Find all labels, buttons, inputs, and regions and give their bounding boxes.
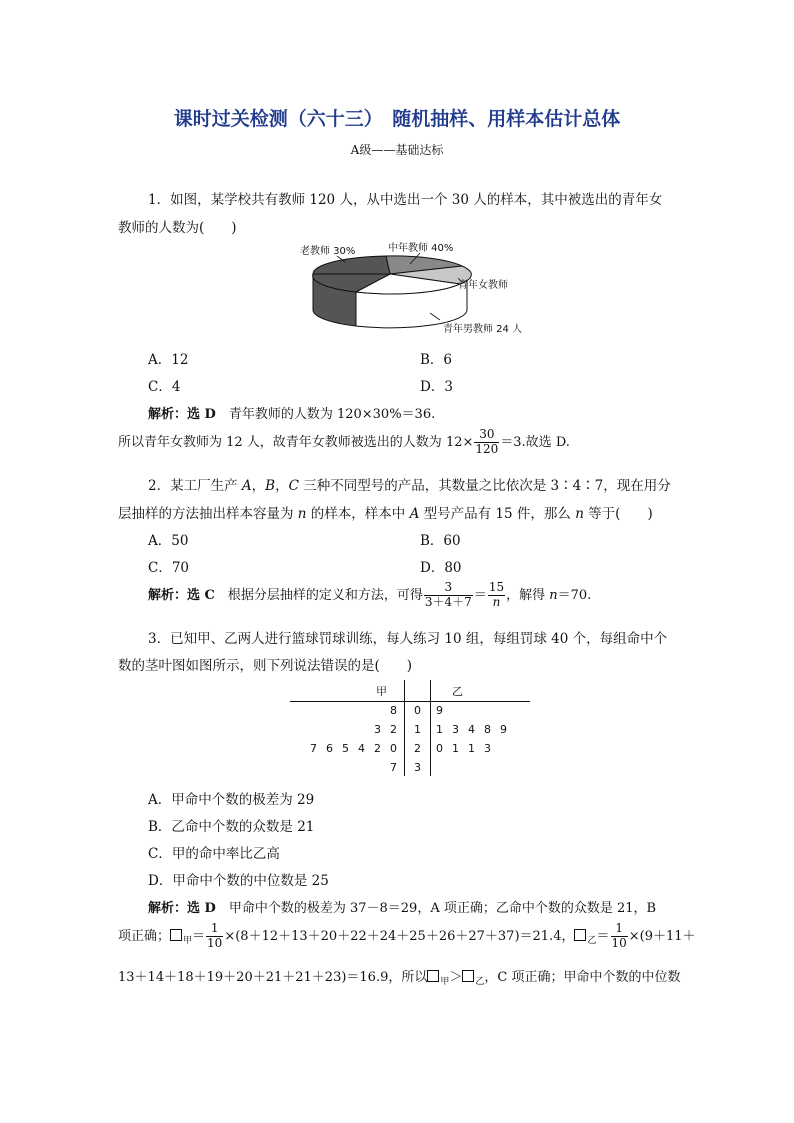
stem-leaf-left-leaf: 7 <box>390 761 397 774</box>
stem-leaf-left-leaf: 5 <box>342 742 349 755</box>
q1-stem-line2: 教师的人数为( ) <box>118 220 237 236</box>
x-bar-symbol <box>427 970 439 982</box>
q3-stem-line1: 3．已知甲、乙两人进行篮球罚球训练，每人练习 10 组，每组罚球 40 个，每组命中个 <box>148 631 668 647</box>
stem-leaf-right-leaf: 1 <box>468 742 475 755</box>
q3-option-d: D．甲命中个数的中位数是 25 <box>148 873 329 889</box>
x-bar-symbol <box>574 929 586 941</box>
q1-option-c: C．4 <box>148 379 181 395</box>
q1-pie-chart <box>290 238 540 342</box>
stem-leaf-stem: 0 <box>414 704 421 717</box>
stem-leaf-right-leaf: 9 <box>436 704 443 717</box>
q1-stem-line1: 1．如图，某学校共有教师 120 人，从中选出一个 30 人的样本，其中被选出的青年女 <box>148 192 663 208</box>
q3-solution-line3: 13＋14＋18＋19＋20＋21＋21＋23)＝16.9，所以 $_甲$＞ $_乙$，C 项正确；甲命中个数的中位数 <box>118 970 681 987</box>
q2-stem-line2: 层抽样的方法抽出样本容量为 n 的样本，样本中 A 型号产品有 15 件，那么 n 等于( ) <box>118 506 653 522</box>
q2-stem-line1: 2．某工厂生产 A，B，C 三种不同型号的产品，其数量之比依次是 3∶4∶7，现在用分 <box>148 478 671 494</box>
q3-option-c: C．甲的命中率比乙高 <box>148 846 280 862</box>
x-bar-symbol <box>462 970 474 982</box>
x-bar-symbol <box>170 929 182 941</box>
stem-leaf-right-leaf: 1 <box>436 723 443 736</box>
pie-label-old: 老教师 30% <box>300 246 356 257</box>
stem-leaf-left-leaf: 7 <box>310 742 317 755</box>
q3-option-b: B．乙命中个数的众数是 21 <box>148 819 315 835</box>
stem-leaf-left-leaf: 4 <box>358 742 365 755</box>
stem-leaf-right-divider <box>430 680 431 776</box>
q2-option-a: A．50 <box>148 533 189 549</box>
stem-leaf-left-divider <box>404 680 405 776</box>
page-title: 课时过关检测（六十三） 随机抽样、用样本估计总体 <box>173 108 621 130</box>
stem-leaf-stem: 2 <box>414 742 421 755</box>
q1-option-d: D．3 <box>420 379 453 395</box>
stem-leaf-left-leaf: 0 <box>390 742 397 755</box>
stem-leaf-stem: 1 <box>414 723 421 736</box>
q3-solution-line2: 项正确； $_甲$＝ $\frac{1}{10}$ ×(8＋12＋13＋20＋22＋24＋25＋26＋27＋37)＝21.4， $_乙$＝ $\frac{1}{10}$ ×(9＋11＋ <box>118 921 696 950</box>
q1-solution-line1: 解析：选 D 青年教师的人数为 120×30%＝36. <box>148 407 436 422</box>
stem-leaf-right-leaf: 0 <box>436 742 443 755</box>
q1-option-a: A．12 <box>148 352 189 368</box>
pie-slice-old <box>313 256 390 274</box>
stem-leaf-left-leaf: 3 <box>374 723 381 736</box>
q3-solution-line1: 解析：选 D 甲命中个数的极差为 37－8＝29，A 项正确；乙命中个数的众数是 21，B <box>148 901 657 916</box>
level-heading: A级——基础达标 <box>350 143 444 157</box>
stem-leaf-right-leaf: 1 <box>452 742 459 755</box>
q1-option-b: B．6 <box>420 352 453 368</box>
q2-option-c: C．70 <box>148 560 190 576</box>
pie-label-young-male: 青年男教师 24 人 <box>443 324 523 335</box>
q3-stem-line2: 数的茎叶图如图所示，则下列说法错误的是( ) <box>118 658 413 674</box>
stem-leaf-right-leaf: 3 <box>484 742 491 755</box>
q2-solution: 解析：选 C 根据分层抽样的定义和方法，可得 $\frac{3}{3+4+7}$ ＝ $\frac{15}{n}$ ，解得 n＝70. <box>148 580 592 609</box>
stem-leaf-right-leaf: 9 <box>500 723 507 736</box>
stem-leaf-plot <box>290 680 530 780</box>
stem-leaf-stem: 3 <box>414 761 421 774</box>
stem-leaf-header-rule <box>290 701 530 702</box>
q3-option-a: A．甲命中个数的极差为 29 <box>148 792 315 808</box>
stem-leaf-header-yi: 乙 <box>452 685 463 698</box>
stem-leaf-left-leaf: 6 <box>326 742 333 755</box>
pie-label-young-female: 青年女教师 <box>458 280 508 291</box>
stem-leaf-header-jia: 甲 <box>376 685 387 698</box>
stem-leaf-right-leaf: 3 <box>452 723 459 736</box>
q1-solution-line2: 所以青年女教师为 12 人，故青年女教师被选出的人数为 12× $\frac{30}{120}$ ＝3.故选 D. <box>118 427 570 456</box>
stem-leaf-right-leaf: 8 <box>484 723 491 736</box>
stem-leaf-left-leaf: 2 <box>390 723 397 736</box>
q2-option-b: B．60 <box>420 533 461 549</box>
q2-option-d: D．80 <box>420 560 462 576</box>
stem-leaf-right-leaf: 4 <box>468 723 475 736</box>
stem-leaf-left-leaf: 8 <box>390 704 397 717</box>
pie-label-middle: 中年教师 40% <box>388 243 454 254</box>
stem-leaf-left-leaf: 2 <box>374 742 381 755</box>
q1-fraction: $\frac{30}{120}$ <box>475 427 499 456</box>
